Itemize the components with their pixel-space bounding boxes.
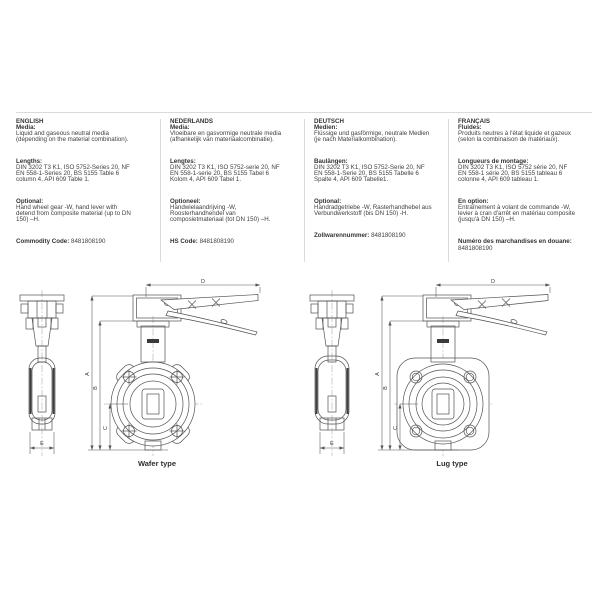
section-text-line: column 4, API 609 Table 1. bbox=[16, 176, 90, 183]
lever-release-arm bbox=[166, 311, 257, 335]
lever-release-arm bbox=[456, 311, 547, 335]
section-lengths bbox=[170, 159, 294, 183]
dimension-e bbox=[30, 432, 54, 454]
section-text-line: composietmateriaal (tot DN 150) –H. bbox=[170, 216, 271, 223]
wafer-type-caption: Wafer type bbox=[137, 459, 177, 468]
section-text-line: DIN 3202 T3 K1, ISO 5752-Serie 20, NF bbox=[314, 164, 425, 171]
dimension-d bbox=[146, 279, 260, 297]
zollwarennummer-row bbox=[314, 233, 438, 240]
section-media bbox=[16, 125, 150, 143]
section-text-line: (jusqu'à DN 150) –H. bbox=[458, 216, 516, 223]
section-text-line: Handwielaandrijving -W, bbox=[170, 204, 237, 211]
section-text-line: DIN 3202 T3 K1, ISO 5752-Series 20, NF bbox=[16, 164, 130, 171]
wafer-front-view bbox=[104, 295, 258, 457]
section-lengths bbox=[314, 159, 438, 183]
dimension-e bbox=[320, 432, 344, 454]
section-label: Media: bbox=[170, 124, 190, 131]
code-label: HS Code: bbox=[170, 238, 198, 245]
section-text-line: (afhankelijk van materiaalcombinatie). bbox=[170, 136, 274, 143]
dim-label-c: C bbox=[103, 426, 109, 430]
section-lengths bbox=[458, 159, 582, 183]
code-label: Zollwarennummer: bbox=[314, 232, 370, 239]
section-text-line: Flüssige und gasförmige, neutrale Medien bbox=[314, 130, 430, 137]
code-label: Numéro des marchandises en douane: bbox=[458, 238, 572, 245]
lug-type-drawing bbox=[298, 278, 584, 464]
section-text-line: levier à cran d'arrêt en matériau composite bbox=[458, 210, 576, 217]
column-heading-english: ENGLISH bbox=[16, 118, 44, 125]
section-text-line: DIN 3202 T3 K1, ISO 5752-serie 20, NF bbox=[170, 164, 280, 171]
nameplate-mark bbox=[437, 339, 449, 343]
column-heading-francais: FRANÇAIS bbox=[458, 118, 490, 125]
section-label: Media: bbox=[16, 124, 36, 131]
section-text-line: Entraînement à volant de commande -W, bbox=[458, 204, 571, 211]
section-optional bbox=[458, 199, 582, 223]
section-text-line: EN 558-1 série 20, BS 5155 tableau 6 bbox=[458, 170, 563, 177]
section-optional bbox=[16, 199, 150, 223]
dim-label-e: E bbox=[40, 441, 44, 447]
section-lengths bbox=[16, 159, 150, 183]
section-text-line: Liquid and gaseous neutral media bbox=[16, 130, 109, 137]
code-value: 8481808190 bbox=[71, 238, 106, 245]
section-label: En option: bbox=[458, 198, 489, 205]
section-label: Baulängen: bbox=[314, 158, 348, 165]
section-text-line: DIN 3202 T3 K1, ISO 5752 série 20, NF bbox=[458, 164, 568, 171]
column-english bbox=[16, 119, 160, 262]
nameplate-mark bbox=[147, 339, 159, 343]
dim-label-b: B bbox=[383, 386, 389, 390]
section-label: Optional: bbox=[314, 198, 342, 205]
hand-lever bbox=[161, 295, 258, 310]
hs-code-row bbox=[170, 239, 294, 246]
section-text-line: (selon la combinaison de matériaux). bbox=[458, 136, 560, 143]
column-nederlands bbox=[160, 119, 304, 262]
dim-label-d: D bbox=[201, 279, 205, 285]
wafer-side-view bbox=[20, 290, 64, 456]
column-heading-nederlands: NEDERLANDS bbox=[170, 118, 213, 125]
dim-label-e: E bbox=[330, 441, 334, 447]
section-media bbox=[314, 125, 438, 143]
lug-side-view bbox=[310, 290, 354, 456]
section-text-line: (depending on the material combination). bbox=[16, 136, 129, 143]
code-value: 8481808190 bbox=[371, 232, 406, 239]
wafer-type-drawing bbox=[8, 278, 294, 464]
section-text-line: EN 558-1-Serie 20, BS 5155 Tabelle 6 bbox=[314, 170, 419, 177]
section-optional bbox=[314, 199, 438, 217]
section-text-line: (je nach Materialkombination). bbox=[314, 136, 397, 143]
section-label: Lengths: bbox=[16, 158, 43, 165]
section-text-line: 150) –H. bbox=[16, 216, 40, 223]
column-heading-deutsch: DEUTSCH bbox=[314, 118, 344, 125]
section-media bbox=[170, 125, 294, 143]
language-info-table bbox=[16, 112, 592, 262]
dim-label-a: A bbox=[85, 372, 91, 376]
section-text-line: detend from composite material (up to DN bbox=[16, 210, 131, 217]
lug-front-view bbox=[394, 295, 548, 457]
section-text-line: Verbundwerkstoff (bis DN 150) -H. bbox=[314, 210, 409, 217]
section-text-line: Produits neutres à l'état liquide et gazeux bbox=[458, 130, 571, 137]
section-optional bbox=[170, 199, 294, 223]
section-text-line: EN 558-1-Series 20, BS 5155 Table 6 bbox=[16, 170, 120, 177]
section-text-line: Handradgetriebe -W, Rasterhandhebel aus bbox=[314, 204, 432, 211]
hand-lever bbox=[451, 295, 548, 310]
section-text-line: Kolom 4, API 609 Tabel 1. bbox=[170, 176, 242, 183]
section-text-line: EN 558-1-serie 20, BS 5155 Tabel 6 bbox=[170, 170, 269, 177]
section-text-line: Roosterhandhendel van bbox=[170, 210, 236, 217]
section-text-line: colonne 4, API 609 tableau 1. bbox=[458, 176, 539, 183]
section-label: Lengtes: bbox=[170, 158, 196, 165]
code-label: Commodity Code: bbox=[16, 238, 70, 245]
dim-label-b: B bbox=[93, 386, 99, 390]
section-text-line: Vloeibare en gasvormige neutrale media bbox=[170, 130, 282, 137]
section-text-line: Spalte 4, API 609 Tabelle1. bbox=[314, 176, 389, 183]
section-label: Longueurs de montage: bbox=[458, 158, 529, 165]
code-value: 8481808190 bbox=[458, 244, 493, 252]
dim-label-a: A bbox=[375, 372, 381, 376]
section-label: Medien: bbox=[314, 124, 338, 131]
section-text-line: Hand wheel gear -W, hand lever with bbox=[16, 204, 118, 211]
section-label: Optional: bbox=[16, 198, 44, 205]
section-label: Optioneel: bbox=[170, 198, 201, 205]
column-francais bbox=[448, 119, 592, 262]
dimension-d bbox=[436, 279, 550, 297]
column-deutsch bbox=[304, 119, 448, 262]
section-media bbox=[458, 125, 582, 143]
dim-label-c: C bbox=[393, 426, 399, 430]
lug-type-caption: Lug type bbox=[436, 459, 468, 468]
douane-code-row bbox=[458, 239, 582, 252]
dim-label-d: D bbox=[491, 279, 495, 285]
commodity-code-row bbox=[16, 239, 150, 246]
section-label: Fluides: bbox=[458, 124, 482, 131]
code-value: 8481808190 bbox=[199, 238, 234, 245]
